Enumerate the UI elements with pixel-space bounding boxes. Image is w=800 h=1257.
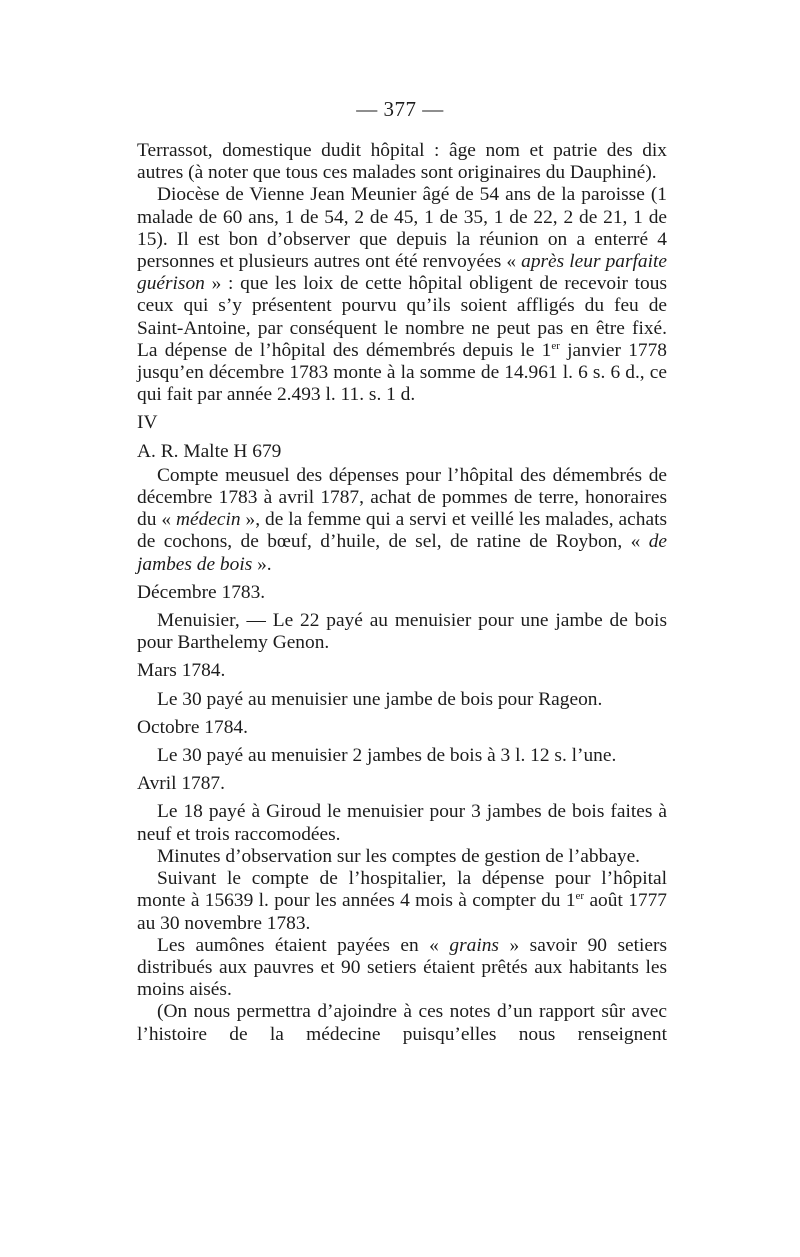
superscript: er — [575, 890, 585, 903]
text-run: août 1777 au 30 novembre 1783. — [137, 890, 667, 934]
date-heading: Octobre 1784. — [137, 716, 248, 738]
text-run: », de la femme qui a servi et veillé les malades, achats de cochons, de bœuf, d’huile, de sel, de ratine de Roybon, « — [137, 509, 668, 553]
paragraph-aumones — [137, 935, 667, 1002]
body-text — [137, 140, 667, 1046]
italic-quote: après leur parfaite guérison — [137, 251, 667, 295]
text-run: Diocèse de Vienne Jean Meunier âgé de 54 ans de la paroisse (1 malade de 60 ans, 1 de 54, 2 de 45, 1 de 35, 1 de 22, 2 de 21, 1 de 15). Il est bon d’observer que depuis la réunion on a enterré 4 personnes et plusieurs autres ont été renvoyées « — [137, 184, 667, 273]
text-run: Les aumônes étaient payées en « — [157, 934, 450, 956]
text-run: ». — [252, 553, 272, 575]
italic-quote: de jambes de bois — [137, 531, 667, 575]
archive-reference: A. R. Malte H 679 — [137, 440, 282, 462]
paragraph-minutes: Minutes d’observation sur les comptes de gestion de l’abbaye. — [157, 845, 641, 867]
paragraph-compte-mensuel — [137, 465, 667, 576]
text-run: Compte meusuel des dépenses pour l’hôpital des démembrés de décembre 1783 à avril 1787, achat de pommes de terre, honoraires du « — [137, 464, 667, 531]
paragraph-entry: Menuisier, — Le 22 payé au menuisier pour une jambe de bois pour Barthelemy Genon. — [137, 610, 667, 654]
italic-quote: médecin — [175, 509, 241, 531]
paragraph-hospitalier — [137, 868, 667, 935]
superscript: er — [551, 339, 560, 352]
text-run: » : que les loix de cette hôpital obligent de recevoir tous ceux qui s’y présentent pourvu qu’ils soient affligés du feu de Saint-Antoine, par conséquent le nombre ne peut pas en être fixé. La dépense de l’hôpital des démembrés depuis le 1 — [137, 273, 667, 361]
paragraph-terrassot: Terrassot, domestique dudit hôpital : âge nom et patrie des dix autres (à noter que tous ces malades sont originaires du Dauphiné). — [137, 140, 667, 184]
page-number: — 377 — — [356, 97, 444, 121]
italic-quote: grains — [449, 934, 499, 956]
paragraph-entry: Le 30 payé au menuisier 2 jambes de bois à 3 l. 12 s. l’une. — [157, 745, 617, 767]
date-heading: Avril 1787. — [137, 773, 225, 795]
paragraph-entry: Le 30 payé au menuisier une jambe de bois pour Rageon. — [157, 688, 603, 710]
text-run: » savoir 90 setiers distribués aux pauvres et 90 setiers étaient prêtés aux habitants les moins aisés. — [137, 934, 667, 1001]
paragraph-diocese-vienne — [137, 184, 667, 406]
section-heading: IV — [137, 412, 158, 434]
text-run: Suivant le compte de l’hospitalier, la dépense pour l’hôpital monte à 15639 l. pour les années 4 mois à compter du 1 — [137, 868, 667, 912]
date-heading: Décembre 1783. — [137, 581, 266, 603]
paragraph-entry: Le 18 payé à Giroud le menuisier pour 3 jambes de bois faites à neuf et trois raccomodées. — [137, 801, 667, 845]
date-heading: Mars 1784. — [137, 660, 226, 682]
text-run: janvier 1778 jusqu’en décembre 1783 monte à la somme de 14.961 l. 6 s. 6 d., ce qui fait par année 2.493 l. 11. s. 1 d. — [137, 339, 667, 406]
paragraph-note: (On nous permettra d’ajoindre à ces notes d’un rapport sûr avec l’histoire de la médecine puisqu’elles nous renseignent — [137, 1001, 667, 1045]
